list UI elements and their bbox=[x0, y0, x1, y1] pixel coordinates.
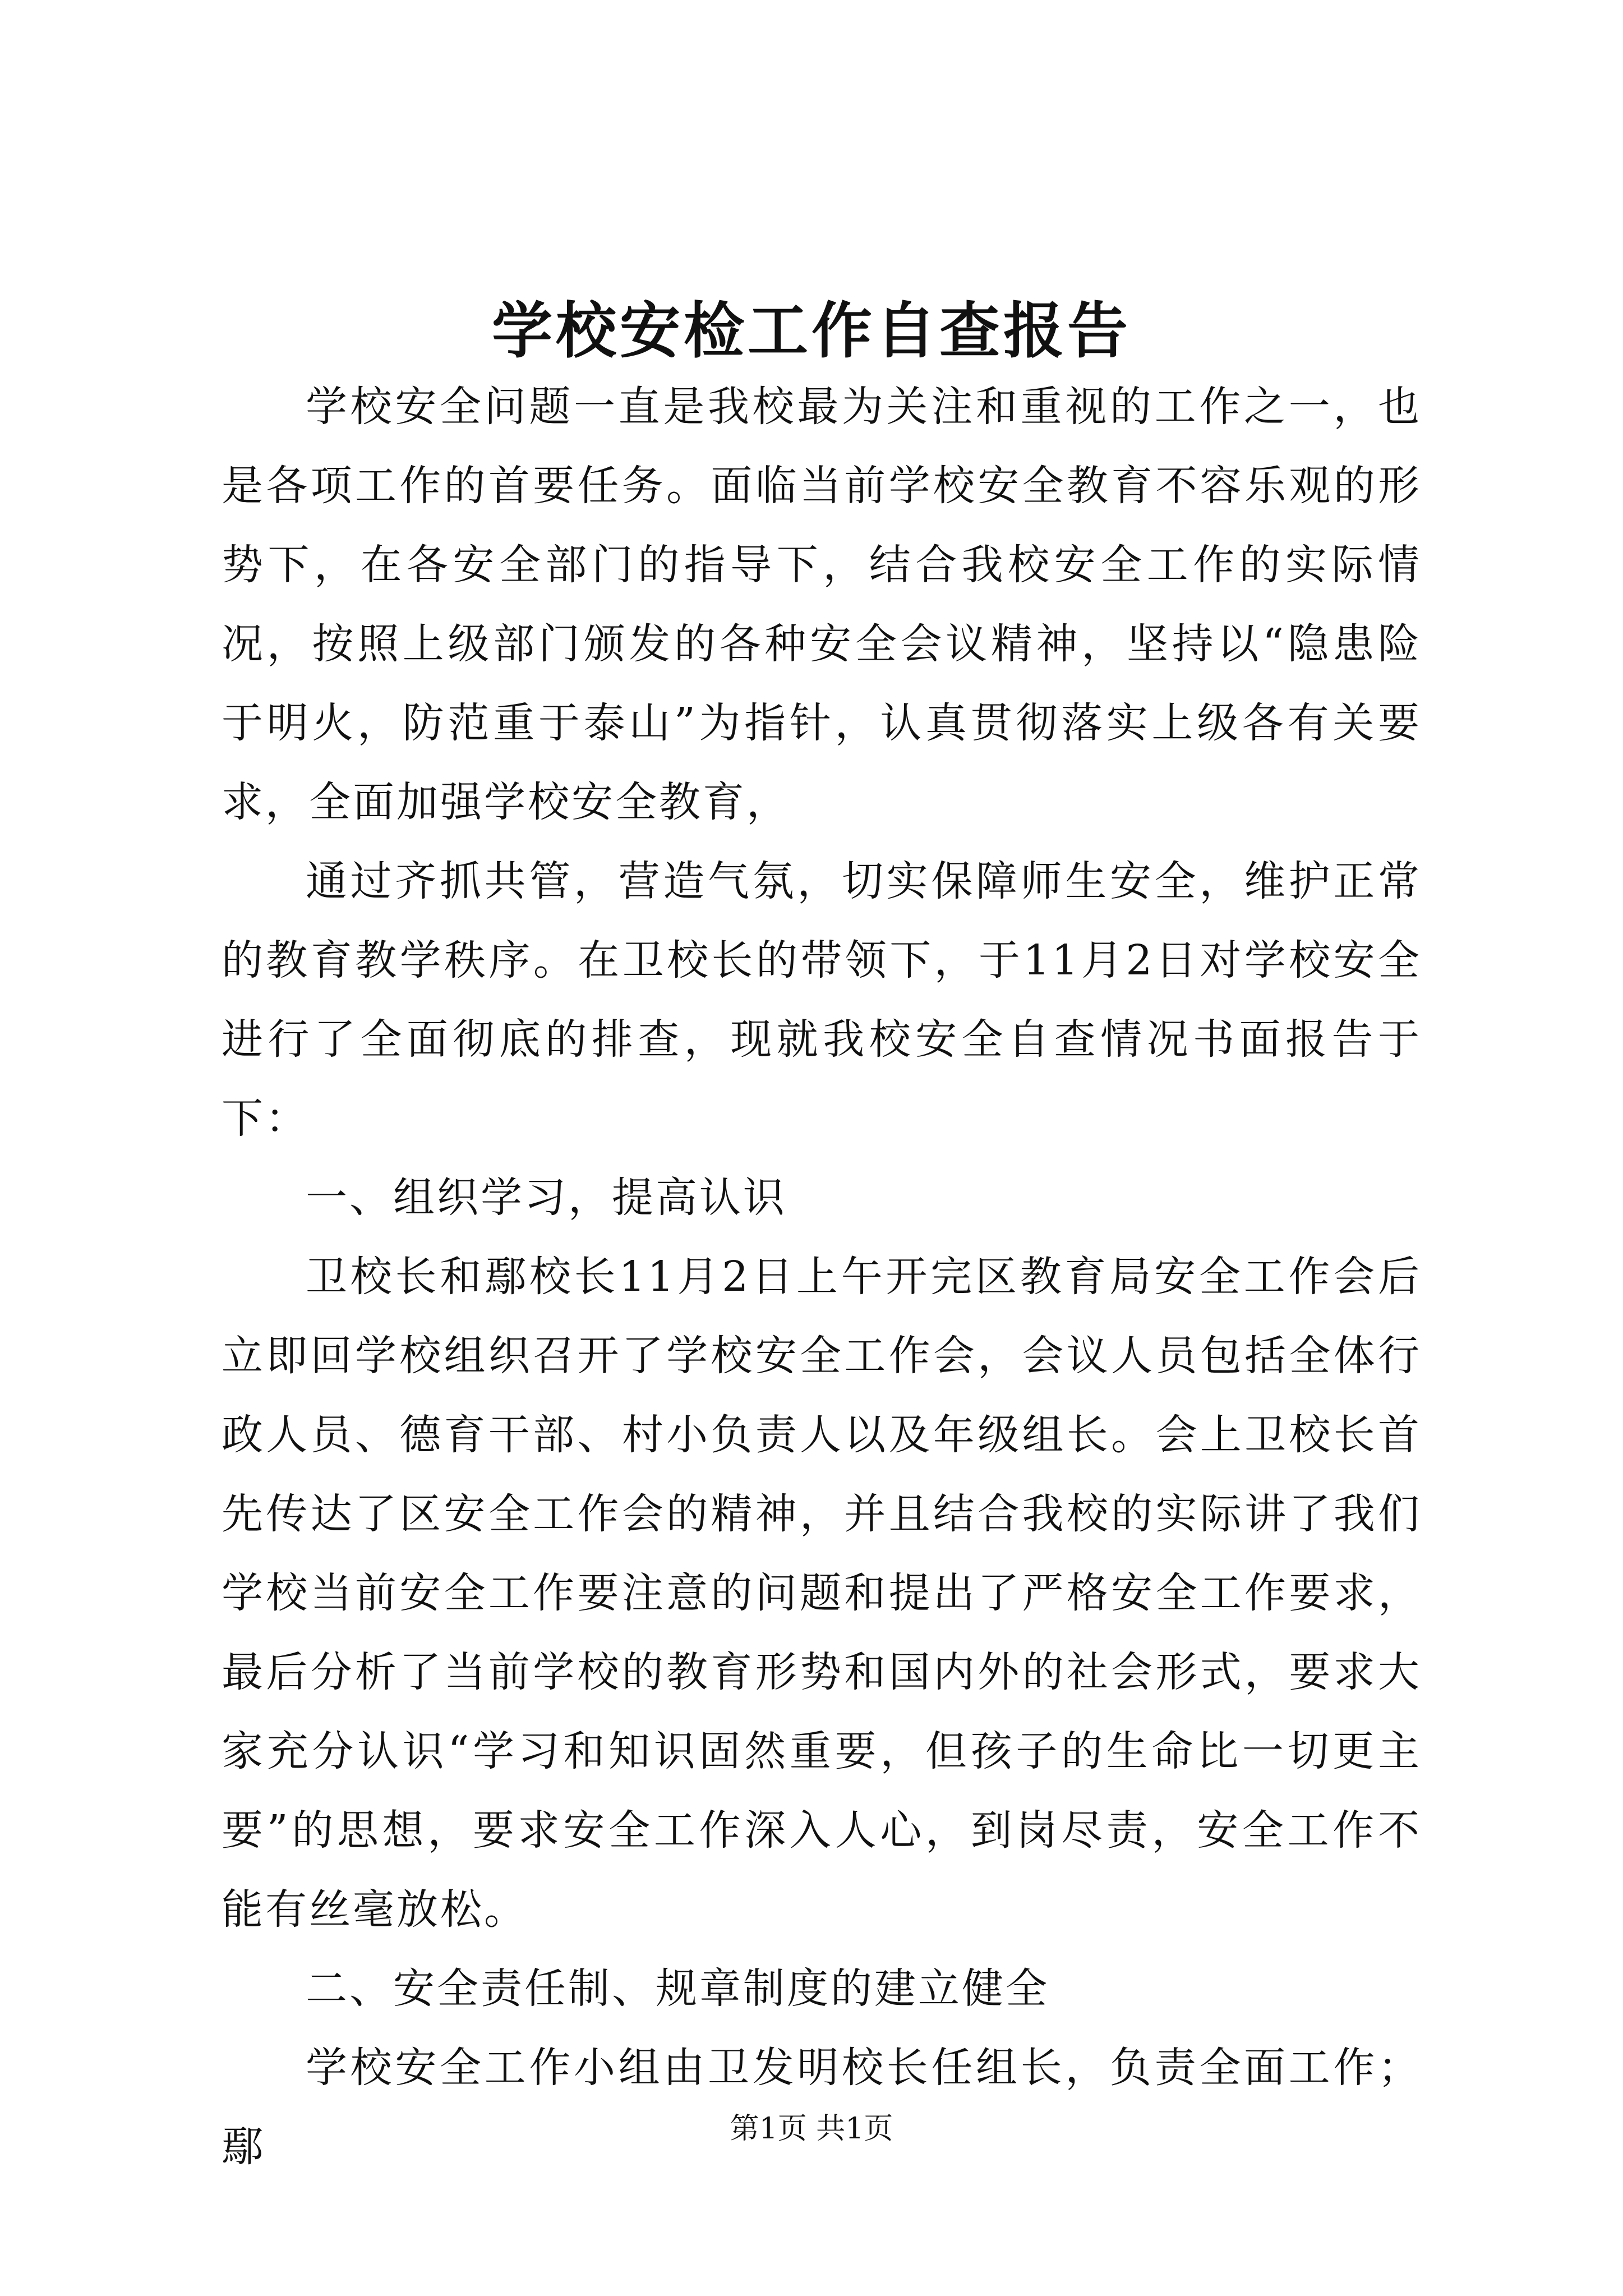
section-heading-1: 一、组织学习，提高认识 bbox=[306, 1174, 787, 1222]
document-body bbox=[222, 367, 1422, 2187]
paragraph-study-meeting: 卫校长和鄢校长11月2日上午开完区教育局安全工作会后立即回学校组织召开了学校安全工作会，会议人员包括全体行政人员、德育干部、村小负责人以及年级组长。会上卫校长首先传达了区安全工作会的精神，并且结合我校的实际讲了我们学校当前安全工作要注意的问题和提出了严格安全工作要求，最后分析了当前学校的教育形势和国内外的社会形式，要求大家充分认识“学习和知识固然重要，但孩子的生命比一切更主要”的思想，要求安全工作深入人心，到岗尽责，安全工作不能有丝毫放松。 bbox=[222, 1253, 1422, 1934]
paragraph-inspection: 通过齐抓共管，营造气氛，切实保障师生安全，维护正常的教育教学秩序。在卫校长的带领下，于11月2日对学校安全进行了全面彻底的排查，现就我校安全自查情况书面报告于下： bbox=[222, 857, 1422, 1143]
paragraph-safety-team: 学校安全工作小组由卫发明校长任组长，负责全面工作；鄢 bbox=[222, 2044, 1422, 2171]
section-heading-2: 二、安全责任制、规章制度的建立健全 bbox=[306, 1964, 1049, 2013]
document-title: 学校安检工作自查报告 bbox=[491, 296, 1131, 366]
paragraph-intro: 学校安全问题一直是我校最为关注和重视的工作之一，也是各项工作的首要任务。面临当前学校安全教育不容乐观的形势下，在各安全部门的指导下，结合我校安全工作的实际情况，按照上级部门颁发的各种安全会议精神，坚持以“隐患险于明火，防范重于泰山”为指针，认真贯彻落实上级各有关要求，全面加强学校安全教育， bbox=[222, 383, 1422, 826]
page-footer: 第1页 共1页 bbox=[730, 2112, 893, 2146]
